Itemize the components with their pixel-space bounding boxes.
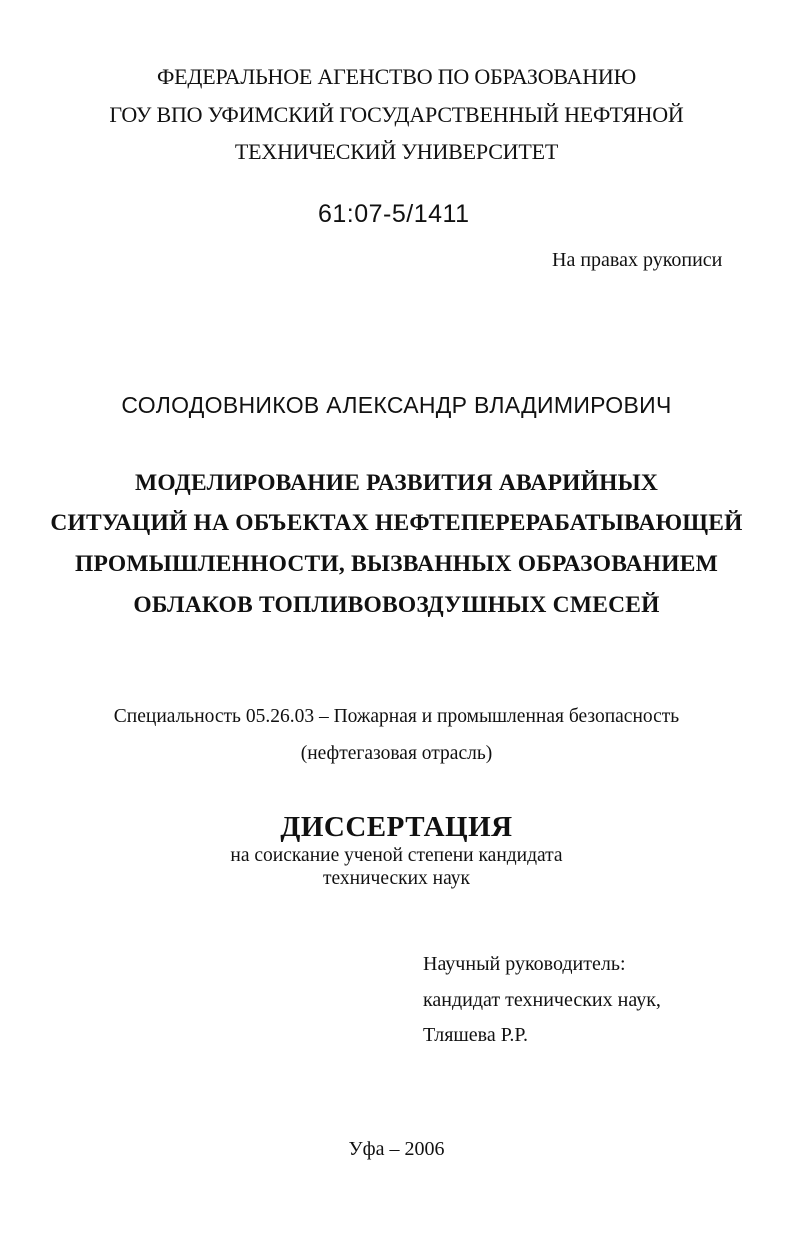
title-line-1: МОДЕЛИРОВАНИЕ РАЗВИТИЯ АВАРИЙНЫХ (134, 470, 659, 496)
header-line-university: ГОУ ВПО УФИМСКИЙ ГОСУДАРСТВЕННЫЙ НЕФТЯНОЙ (109, 102, 684, 127)
specialty-branch: (нефтегазовая отрасль) (300, 743, 493, 764)
dissertation-label: ДИССЕРТАЦИЯ (280, 811, 513, 843)
header-line-agency: ФЕДЕРАЛЬНОЕ АГЕНСТВО ПО ОБРАЗОВАНИЮ (157, 64, 636, 89)
specialty-line: Специальность 05.26.03 – Пожарная и промышленная безопасность (113, 706, 680, 727)
document-number: 61:07-5/1411 (318, 200, 470, 228)
header-line-university-cont: ТЕХНИЧЕСКИЙ УНИВЕРСИТЕТ (234, 139, 559, 164)
author-name: СОЛОДОВНИКОВ АЛЕКСАНДР ВЛАДИМИРОВИЧ (121, 392, 672, 418)
title-line-2: СИТУАЦИЙ НА ОБЪЕКТАХ НЕФТЕПЕРЕРАБАТЫВАЮЩЕЙ (50, 510, 743, 536)
supervisor-label: Научный руководитель: (423, 953, 626, 975)
supervisor-name: Тляшева Р.Р. (423, 1024, 528, 1046)
degree-line-1: на соискание ученой степени кандидата (230, 845, 563, 866)
title-line-4: ОБЛАКОВ ТОПЛИВОВОЗДУШНЫХ СМЕСЕЙ (133, 592, 660, 618)
degree-line-2: технических наук (322, 868, 470, 889)
city-year: Уфа – 2006 (348, 1138, 445, 1160)
manuscript-note: На правах рукописи (552, 249, 723, 271)
supervisor-degree: кандидат технических наук, (423, 989, 661, 1011)
title-line-3: ПРОМЫШЛЕННОСТИ, ВЫЗВАННЫХ ОБРАЗОВАНИЕМ (74, 551, 719, 577)
